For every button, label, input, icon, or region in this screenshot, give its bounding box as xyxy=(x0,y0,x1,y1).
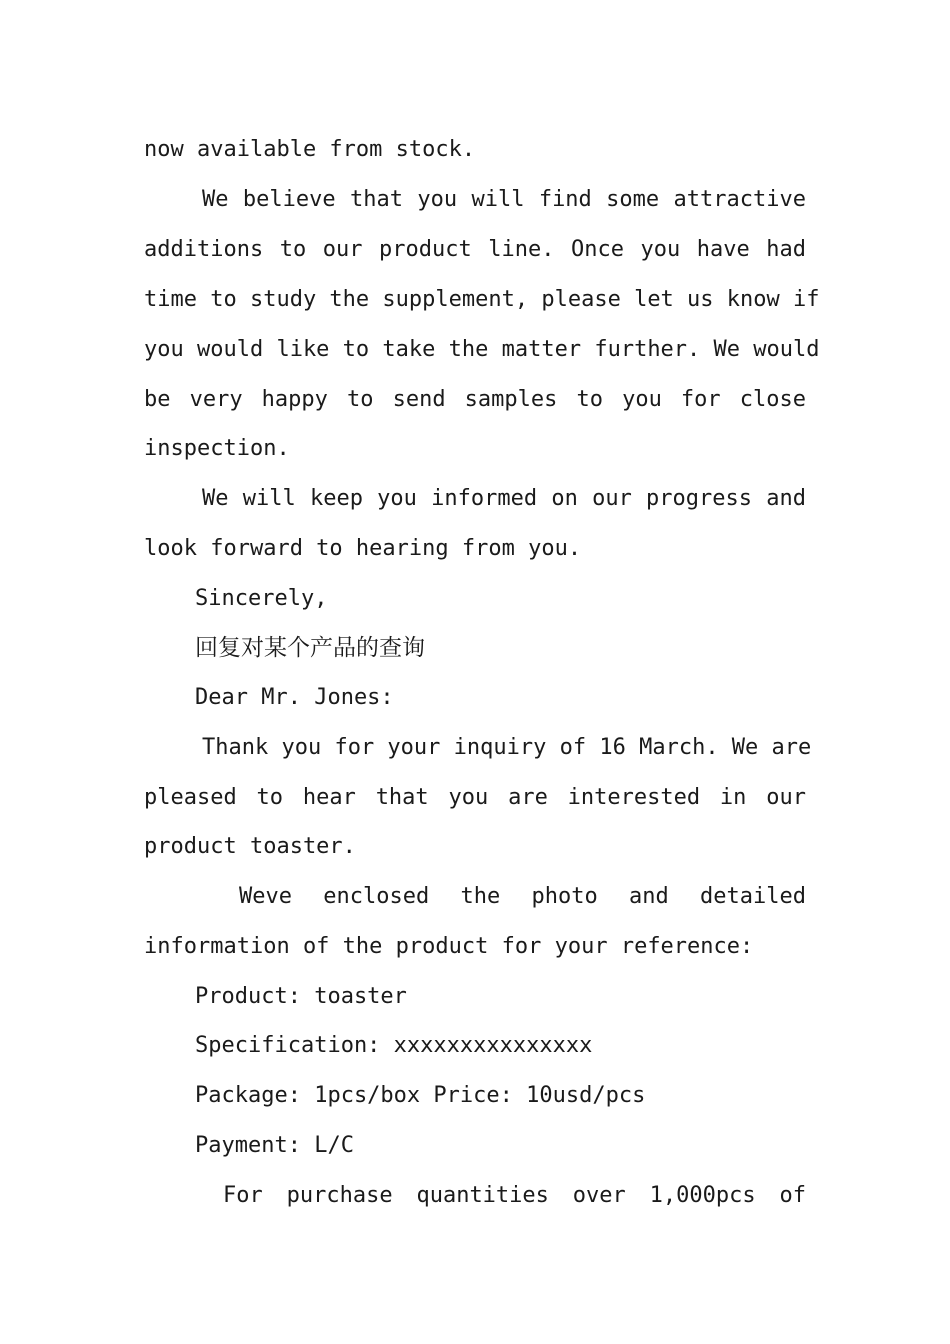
detail-line: Product: toaster xyxy=(195,984,407,1009)
closing-line: Sincerely, xyxy=(195,586,328,611)
body-line: information of the product for your reference: xyxy=(144,934,754,959)
body-line: time to study the supplement, please let us know if xyxy=(144,287,820,312)
section-heading: 回复对某个产品的查询 xyxy=(195,635,425,661)
detail-line: Payment: L/C xyxy=(195,1133,354,1158)
body-line: be very happy to send samples to you for close xyxy=(144,387,806,412)
paragraph-first-line: Weve enclosed the photo and detailed xyxy=(239,884,806,909)
detail-line: Package: 1pcs/box Price: 10usd/pcs xyxy=(195,1083,646,1108)
paragraph-first-line: For purchase quantities over 1,000pcs of xyxy=(223,1183,806,1208)
body-line: you would like to take the matter further. We would xyxy=(144,337,820,362)
paragraph-first-line: We will keep you informed on our progress and xyxy=(202,486,806,511)
body-line: now available from stock. xyxy=(144,137,476,162)
paragraph-first-line: Thank you for your inquiry of 16 March. We are xyxy=(202,735,812,760)
body-line: product toaster. xyxy=(144,834,356,859)
salutation-line: Dear Mr. Jones: xyxy=(195,685,394,710)
body-line: look forward to hearing from you. xyxy=(144,536,582,561)
paragraph-first-line: We believe that you will find some attractive xyxy=(202,187,806,212)
body-line: inspection. xyxy=(144,436,290,461)
body-line: additions to our product line. Once you have had xyxy=(144,237,806,262)
body-line: pleased to hear that you are interested in our xyxy=(144,785,806,810)
detail-line: Specification: xxxxxxxxxxxxxxx xyxy=(195,1033,593,1058)
